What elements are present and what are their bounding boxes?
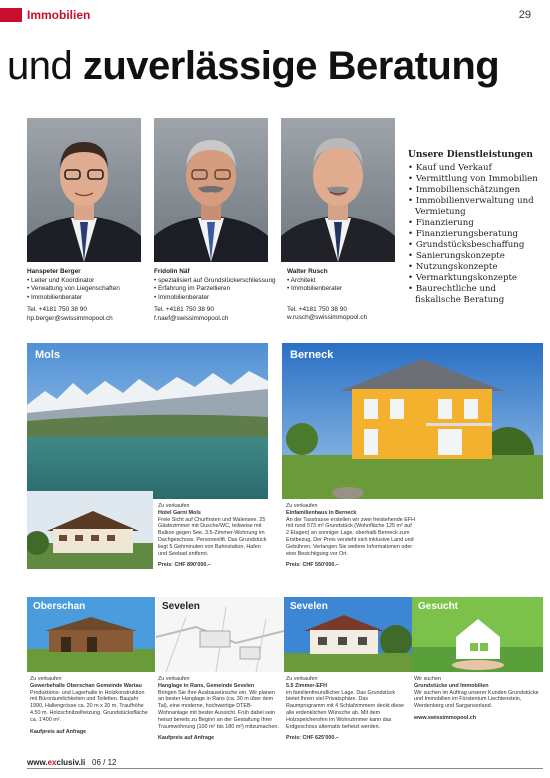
listing-description: Wir suchen im Auftrag unserer Kunden Grundstücke und Immobilien im Fürstentum Liechtenstein, Werdenberg und Sarganserland. xyxy=(414,689,539,710)
person-card-berger xyxy=(27,268,152,323)
listing-text-mols xyxy=(158,503,268,569)
services-title: Unsere Dienstleistungen xyxy=(408,150,533,160)
services-list xyxy=(408,150,543,306)
page-number: 29 xyxy=(518,9,531,21)
listing-title: Hanglage in Rans, Gemeinde Sevelen xyxy=(158,682,255,689)
service-item: • Baurechtliche und fiskalische Beratung xyxy=(408,284,543,306)
listing-price: Kaufpreis auf Anfrage xyxy=(158,735,215,742)
listing-intro: Zu verkaufen xyxy=(286,676,318,682)
person-role: • Immobilienberater xyxy=(27,294,152,303)
listing-title: Hotel Garni Mols xyxy=(158,509,201,516)
listing-price: Kaufpreis auf Anfrage xyxy=(30,728,87,735)
listing-text-gesucht xyxy=(414,676,542,722)
person-phone: Tel. +4181 750 38 90 xyxy=(154,306,214,313)
service-item: • Vermittlung von Immobilien xyxy=(408,174,543,185)
footer-url-rest: clusiv.li xyxy=(56,758,86,767)
person-name: Fridolin Näf xyxy=(154,268,190,275)
listing-image-title: Oberschan xyxy=(33,601,86,612)
person-role: • spezialisiert auf Grundstückerschliessung xyxy=(154,277,279,286)
listing-image-title: Mols xyxy=(35,349,61,361)
person-email-link[interactable]: f.naef@swissimmopool.ch xyxy=(154,314,229,322)
service-item: • Finanzierung xyxy=(408,218,543,229)
listing-description: Bringen Sie Ihre Ausbauwünsche ein. Wir planen an bester Hanglage in Rans (ca. 30 m über dem Tal), eine moderne, hochwertige DTEB-Wohnanlage mit bester Aussicht. Früh dabei sein heisst bereits zu Beginn an der Gestaltung Ihrer Traumwohnung (100 m² bis 180 m²) mitzumachen. xyxy=(158,689,279,730)
listing-website-link[interactable]: www.swissimmopool.ch xyxy=(414,714,477,721)
footer-website-link[interactable] xyxy=(27,758,85,767)
listing-image-oberschan xyxy=(27,597,155,672)
listing-image-title: Gesucht xyxy=(418,601,459,612)
listing-title: Einfamilienhaus in Berneck xyxy=(286,509,357,516)
listing-text-sevelen-house xyxy=(286,676,408,742)
listing-intro: Zu verkaufen xyxy=(286,503,318,509)
service-item: • Immobilienverwaltung und Vermietung xyxy=(408,196,543,218)
portrait-photo-naef xyxy=(154,118,268,262)
listing-image-title: Berneck xyxy=(290,349,334,361)
person-name: Walter Rusch xyxy=(287,268,328,275)
person-roles xyxy=(154,277,279,303)
service-item: • Nutzungskonzepte xyxy=(408,262,543,273)
listing-intro: Zu verkaufen xyxy=(30,676,62,682)
person-role: • Architekt xyxy=(287,277,412,286)
person-roles xyxy=(287,277,412,294)
person-name: Hanspeter Berger xyxy=(27,268,81,275)
listing-description: im familienfreundlicher Lage. Das Grundstück bietet Ihnen viel Privatsphäre. Das Raumprogramm mit 4 Schlafzimmern deckt diese alle erdenklichen Wünsche ab. Mit dem Holzspeicherofen im Wohnzimmer kann das Erdgeschoss alternativ beheizt werden. xyxy=(286,689,405,730)
footer-divider xyxy=(27,768,543,769)
listing-text-oberschan xyxy=(30,676,152,735)
service-item: • Vermarktungskonzepte xyxy=(408,273,543,284)
listing-description: Produktions- und Lagerhalle in Holzkonstruktion mit Büroräumlichkeiten und Toiletten. Baujahr 1990, Hallengrösse ca. 20 m x 20 m, Traufhöhe 4.50 m. Holzschnitzelheizung. Grundstücksfläche ca. 1'400 m². xyxy=(30,689,148,723)
listing-text-berneck xyxy=(286,503,416,569)
person-role: • Erfahrung im Parzellieren xyxy=(154,285,279,294)
service-item: • Immobilienschätzungen xyxy=(408,185,543,196)
listing-intro: Zu verkaufen xyxy=(158,503,190,509)
listing-description: Freie Sicht auf Churfirsten und Walensee. 25 Gästezimmer mit Dusche/WC, teilweise mit Balkon gegen See. 3.5-Zimmer-Wohnung im Dachgeschoss. Personenlift. Das Grundstück liegt 5 Gehminuten von Bahnstation, Hafen und Seebad entfernt. xyxy=(158,516,267,557)
listing-image-mols xyxy=(27,343,268,499)
service-item: • Sanierungskonzepte xyxy=(408,251,543,262)
person-role: • Immobilienberater xyxy=(154,294,279,303)
hotel-photo xyxy=(27,491,153,569)
person-role: • Immobilienberater xyxy=(287,285,412,294)
person-card-rusch xyxy=(287,268,412,323)
listing-image-sevelen-house xyxy=(284,597,412,672)
page-headline xyxy=(7,42,499,90)
headline-light: und xyxy=(7,44,73,88)
listing-image-berneck xyxy=(282,343,543,499)
footer-url-prefix: www. xyxy=(27,758,48,767)
listing-title: Gewerbehalle Oberschan Gemeinde Wartau xyxy=(30,682,142,689)
footer-issue-number: 06 / 12 xyxy=(92,758,117,767)
listing-intro: Zu verkaufen xyxy=(158,676,190,682)
service-item: • Finanzierungsberatung xyxy=(408,229,543,240)
listing-price: Preis: CHF 625'000.– xyxy=(286,735,339,742)
service-item: • Grundstücksbeschaffung xyxy=(408,240,543,251)
listing-image-title: Sevelen xyxy=(290,601,328,612)
listing-title: 5.5 Zimmer-EFH xyxy=(286,682,328,689)
service-item: • Kauf und Verkauf xyxy=(408,163,543,174)
listing-text-sevelen-plan xyxy=(158,676,280,742)
person-role: • Leiter und Koordinator xyxy=(27,277,152,286)
listing-image-title: Sevelen xyxy=(162,601,200,612)
listing-description: An der Tasstrasse erstellen wir zwei freistehende EFH mit rund 573 m² Grundstück (Wohnfläche 125 m² auf 2 Etagen) an sonniger Lage, oberhalb Berneck zum Erstbezug. Der Preis versteht sich inklusive Land und Gebühren. Verlangen Sie weitere Informationen oder eine Besichtigung vor Ort. xyxy=(286,516,416,557)
person-role: • Verwaltung von Liegenschaften xyxy=(27,285,152,294)
section-color-bar xyxy=(0,8,22,22)
person-card-naef xyxy=(154,268,279,323)
footer-url-accent: ex xyxy=(47,758,57,767)
person-email-link[interactable]: w.rusch@swissimmopool.ch xyxy=(287,314,368,321)
listing-image-gesucht xyxy=(412,597,543,672)
headline-bold: zuverlässige Beratung xyxy=(82,44,500,88)
person-email-link[interactable]: hp.berger@swissimmopool.ch xyxy=(27,314,113,322)
listing-intro: Wir suchen xyxy=(414,676,441,682)
listing-title: Grundstücke und Immobilien xyxy=(414,682,489,689)
listing-image-sevelen-plan xyxy=(156,597,284,672)
section-label: Immobilien xyxy=(27,8,91,22)
listing-price: Preis: CHF 550'000.– xyxy=(286,562,339,569)
person-roles xyxy=(27,277,152,303)
person-phone: Tel. +4181 750 38 90 xyxy=(27,306,87,313)
portrait-photo-rusch xyxy=(281,118,395,262)
portrait-photo-berger xyxy=(27,118,141,262)
listing-price: Preis: CHF 890'000.– xyxy=(158,562,211,569)
person-phone: Tel. +4181 750 38 90 xyxy=(287,305,347,313)
